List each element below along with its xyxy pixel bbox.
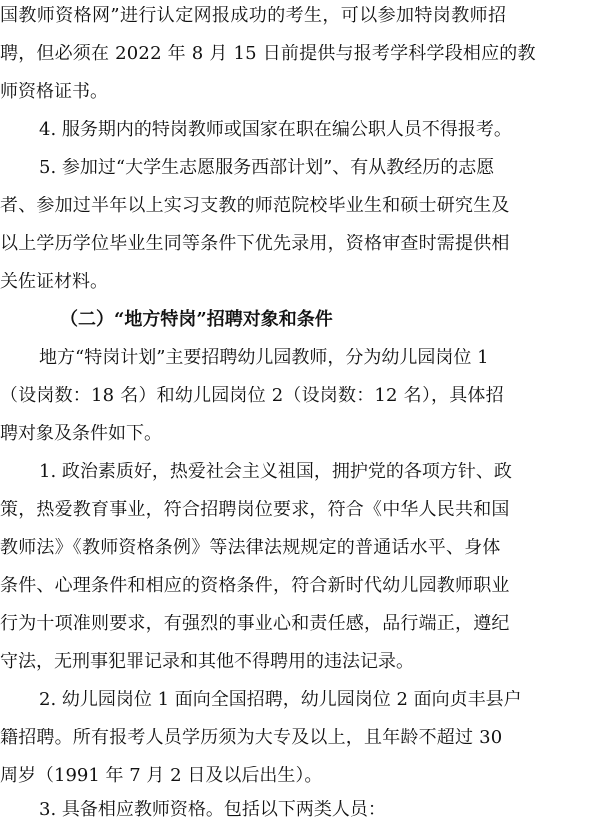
list-item-1-line: 行为十项准则要求，有强烈的事业心和责任感，品行端正，遵纪: [0, 614, 510, 634]
paragraph-line: 聘，但必须在 2022 年 8 月 15 日前提供与报考学科学段相应的教: [0, 44, 536, 64]
list-item-2-line: 籍招聘。所有报考人员学历须为大专及以上，且年龄不超过 30: [0, 728, 503, 748]
list-item-1-line: 守法，无刑事犯罪记录和其他不得聘用的违法记录。: [0, 652, 414, 672]
list-item-1-line: 条件、心理条件和相应的资格条件，符合新时代幼儿园教师职业: [0, 576, 510, 596]
section-heading: （二）“地方特岗”招聘对象和条件: [60, 309, 333, 330]
list-item-5-line: 以上学历学位毕业生同等条件下优先录用，资格审查时需提供相: [0, 234, 510, 254]
list-item-1-line: 教师法》《教师资格条例》等法律法规规定的普通话水平、身体: [0, 538, 501, 558]
intro-line: 地方“特岗计划”主要招聘幼儿园教师，分为幼儿园岗位 1: [39, 348, 489, 368]
list-item-5-line: 者、参加过半年以上实习支教的师范院校毕业生和硕士研究生及: [0, 196, 510, 216]
list-item-3: 3. 具备相应教师资格。包括以下两类人员：: [39, 800, 386, 820]
list-item-5-line: 5. 参加过“大学生志愿服务西部计划”、有从教经历的志愿: [39, 158, 495, 178]
list-item-2-line: 周岁（1991 年 7 月 2 日及以后出生）。: [0, 766, 323, 786]
list-item-5-line: 关佐证材料。: [0, 272, 108, 292]
paragraph-line: 师资格证书。: [0, 82, 108, 102]
list-item-4: 4. 服务期内的特岗教师或国家在职在编公职人员不得报考。: [39, 120, 512, 140]
list-item-1-line: 1. 政治素质好，热爱社会主义祖国，拥护党的各项方针、政: [39, 462, 512, 482]
list-item-1-line: 策，热爱教育事业，符合招聘岗位要求，符合《中华人民共和国: [0, 500, 510, 520]
intro-line: 聘对象及条件如下。: [0, 424, 162, 444]
paragraph-line: 国教师资格网”进行认定网报成功的考生，可以参加特岗教师招: [0, 6, 507, 26]
intro-line: （设岗数：18 名）和幼儿园岗位 2（设岗数：12 名），具体招: [0, 386, 504, 406]
list-item-2-line: 2. 幼儿园岗位 1 面向全国招聘，幼儿园岗位 2 面向贞丰县户: [39, 690, 522, 710]
